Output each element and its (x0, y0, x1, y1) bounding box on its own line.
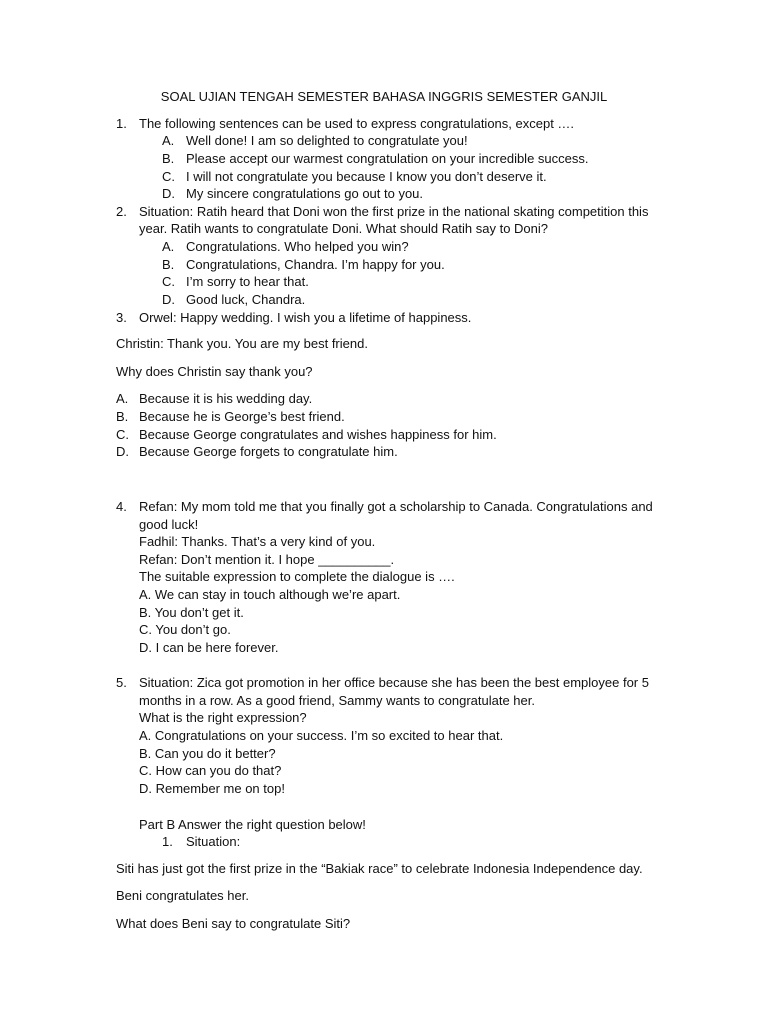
situation-line: Beni congratulates her. (116, 888, 249, 903)
dialogue-line: Christin: Thank you. You are my best friend. (116, 336, 368, 351)
option-text: C. You don’t go. (139, 622, 231, 637)
question-text: year. Ratih wants to congratulate Doni. What should Ratih say to Doni? (139, 221, 548, 236)
option-letter: A. (116, 391, 129, 406)
option-letter: D. (162, 292, 175, 307)
question-number: 1. (116, 116, 127, 131)
page-title: SOAL UJIAN TENGAH SEMESTER BAHASA INGGRIS SEMESTER GANJIL (160, 89, 608, 104)
option-text: B. Can you do it better? (139, 746, 276, 761)
question-line: Situation: Zica got promotion in her office because she has been the best employee for 5 (139, 675, 649, 690)
option-letter: B. (162, 151, 175, 166)
option-text: B. You don’t get it. (139, 605, 244, 620)
situation-line: Siti has just got the first prize in the “Bakiak race” to celebrate Indonesia Independence day. (116, 861, 643, 876)
option-text: Please accept our warmest congratulation on your incredible success. (186, 151, 589, 166)
option-text: C. How can you do that? (139, 763, 282, 778)
option-text: Because George congratulates and wishes happiness for him. (139, 427, 497, 442)
question-line: What is the right expression? (139, 710, 307, 725)
option-text: D. Remember me on top! (139, 781, 285, 796)
question-line: good luck! (139, 517, 199, 532)
option-letter: B. (116, 409, 129, 424)
question-line: Fadhil: Thanks. That’s a very kind of you. (139, 534, 376, 549)
option-letter: C. (162, 274, 175, 289)
option-text: A. Congratulations on your success. I’m so excited to hear that. (139, 728, 504, 743)
question-number: 4. (116, 499, 127, 514)
option-letter: D. (162, 186, 175, 201)
question-line: Refan: My mom told me that you finally got a scholarship to Canada. Congratulations and (139, 499, 653, 514)
option-letter: D. (116, 444, 129, 459)
option-text: I will not congratulate you because I know you don’t deserve it. (186, 169, 547, 184)
question-line: The suitable expression to complete the dialogue is …. (139, 569, 455, 584)
section-heading: Part B Answer the right question below! (139, 817, 366, 832)
option-text: Congratulations, Chandra. I’m happy for you. (186, 257, 445, 272)
question-line: months in a row. As a good friend, Sammy wants to congratulate her. (139, 693, 535, 708)
option-text: Congratulations. Who helped you win? (186, 239, 409, 254)
option-letter: C. (116, 427, 129, 442)
option-letter: B. (162, 257, 175, 272)
question-line: Refan: Don’t mention it. I hope __________. (139, 552, 395, 567)
option-text: A. We can stay in touch although we’re apart. (139, 587, 401, 602)
question-prompt: What does Beni say to congratulate Siti? (116, 916, 351, 931)
item-number: 1. (162, 834, 173, 849)
option-text: I’m sorry to hear that. (186, 274, 309, 289)
option-text: Because George forgets to congratulate him. (139, 444, 398, 459)
question-text: Situation: Ratih heard that Doni won the first prize in the national skating competition this (139, 204, 649, 219)
question-prompt: Why does Christin say thank you? (116, 364, 313, 379)
item-text: Situation: (186, 834, 241, 849)
option-text: Because he is George’s best friend. (139, 409, 345, 424)
option-text: Because it is his wedding day. (139, 391, 313, 406)
option-text: Well done! I am so delighted to congratulate you! (186, 133, 468, 148)
option-letter: A. (162, 133, 175, 148)
option-text: Good luck, Chandra. (186, 292, 306, 307)
option-letter: A. (162, 239, 175, 254)
option-text: My sincere congratulations go out to you. (186, 186, 424, 201)
question-number: 5. (116, 675, 127, 690)
option-text: D. I can be here forever. (139, 640, 279, 655)
question-number: 2. (116, 204, 127, 219)
question-text: Orwel: Happy wedding. I wish you a lifetime of happiness. (139, 310, 472, 325)
question-number: 3. (116, 310, 127, 325)
question-text: The following sentences can be used to express congratulations, except …. (139, 116, 575, 131)
option-letter: C. (162, 169, 175, 184)
